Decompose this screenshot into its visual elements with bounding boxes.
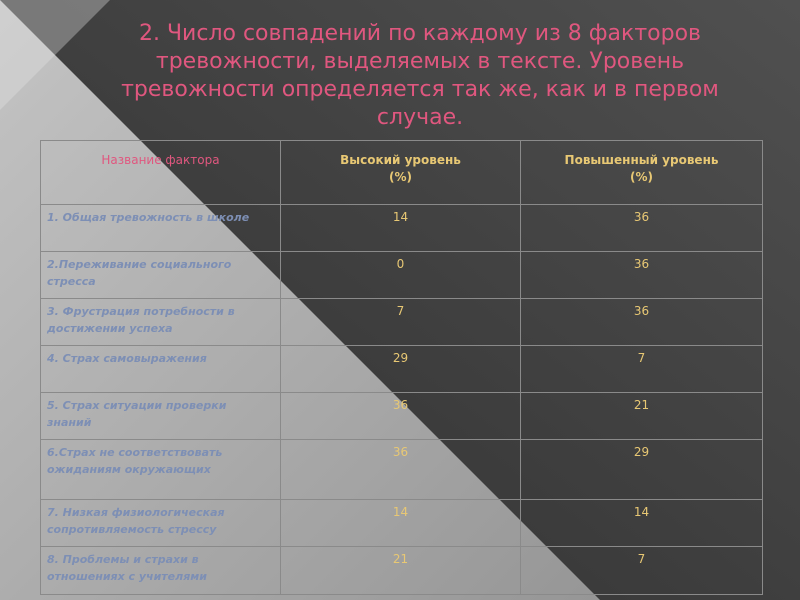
high-level-cell: 36 bbox=[281, 440, 521, 500]
factor-cell: 1. Общая тревожность в школе bbox=[41, 205, 281, 252]
elevated-level-cell: 36 bbox=[521, 205, 763, 252]
table-row bbox=[41, 299, 763, 346]
factor-cell: 5. Страх ситуации проверки знаний bbox=[41, 393, 281, 440]
elevated-level-cell: 14 bbox=[521, 500, 763, 547]
high-level-cell: 0 bbox=[281, 252, 521, 299]
table-row bbox=[41, 547, 763, 595]
elevated-level-cell: 21 bbox=[521, 393, 763, 440]
elevated-level-cell: 7 bbox=[521, 547, 763, 595]
table-row bbox=[41, 205, 763, 252]
table-row bbox=[41, 393, 763, 440]
factor-cell: 4. Страх самовыражения bbox=[41, 346, 281, 393]
high-level-cell: 14 bbox=[281, 500, 521, 547]
title-line: тревожности определяется так же, как и в первом bbox=[121, 77, 719, 102]
table-row bbox=[41, 346, 763, 393]
header-text: Повышенный уровень (%) bbox=[564, 153, 719, 184]
high-level-cell: 36 bbox=[281, 393, 521, 440]
title-line: тревожности, выделяемых в тексте. Уровень bbox=[155, 49, 685, 74]
slide-title bbox=[95, 20, 745, 132]
title-line: случае. bbox=[376, 105, 464, 130]
table-header-row bbox=[41, 141, 763, 205]
factor-cell: 2.Переживание социального стресса bbox=[41, 252, 281, 299]
title-line: 2. Число совпадений по каждому из 8 факторов bbox=[138, 21, 701, 46]
header-factor-name: Название фактора bbox=[41, 141, 281, 205]
header-text: Высокий уровень (%) bbox=[340, 153, 461, 184]
anxiety-factors-table bbox=[40, 140, 763, 595]
table-row bbox=[41, 440, 763, 500]
elevated-level-cell: 36 bbox=[521, 252, 763, 299]
high-level-cell: 21 bbox=[281, 547, 521, 595]
header-elevated-level bbox=[521, 141, 763, 205]
high-level-cell: 29 bbox=[281, 346, 521, 393]
elevated-level-cell: 29 bbox=[521, 440, 763, 500]
high-level-cell: 7 bbox=[281, 299, 521, 346]
factor-cell: 7. Низкая физиологическая сопротивляемость стрессу bbox=[41, 500, 281, 547]
elevated-level-cell: 7 bbox=[521, 346, 763, 393]
high-level-cell: 14 bbox=[281, 205, 521, 252]
elevated-level-cell: 36 bbox=[521, 299, 763, 346]
table-row bbox=[41, 500, 763, 547]
header-high-level bbox=[281, 141, 521, 205]
factor-cell: 6.Страх не соответствовать ожиданиям окружающих bbox=[41, 440, 281, 500]
factor-cell: 3. Фрустрация потребности в достижении успеха bbox=[41, 299, 281, 346]
factor-cell: 8. Проблемы и страхи в отношениях с учителями bbox=[41, 547, 281, 595]
table-row bbox=[41, 252, 763, 299]
